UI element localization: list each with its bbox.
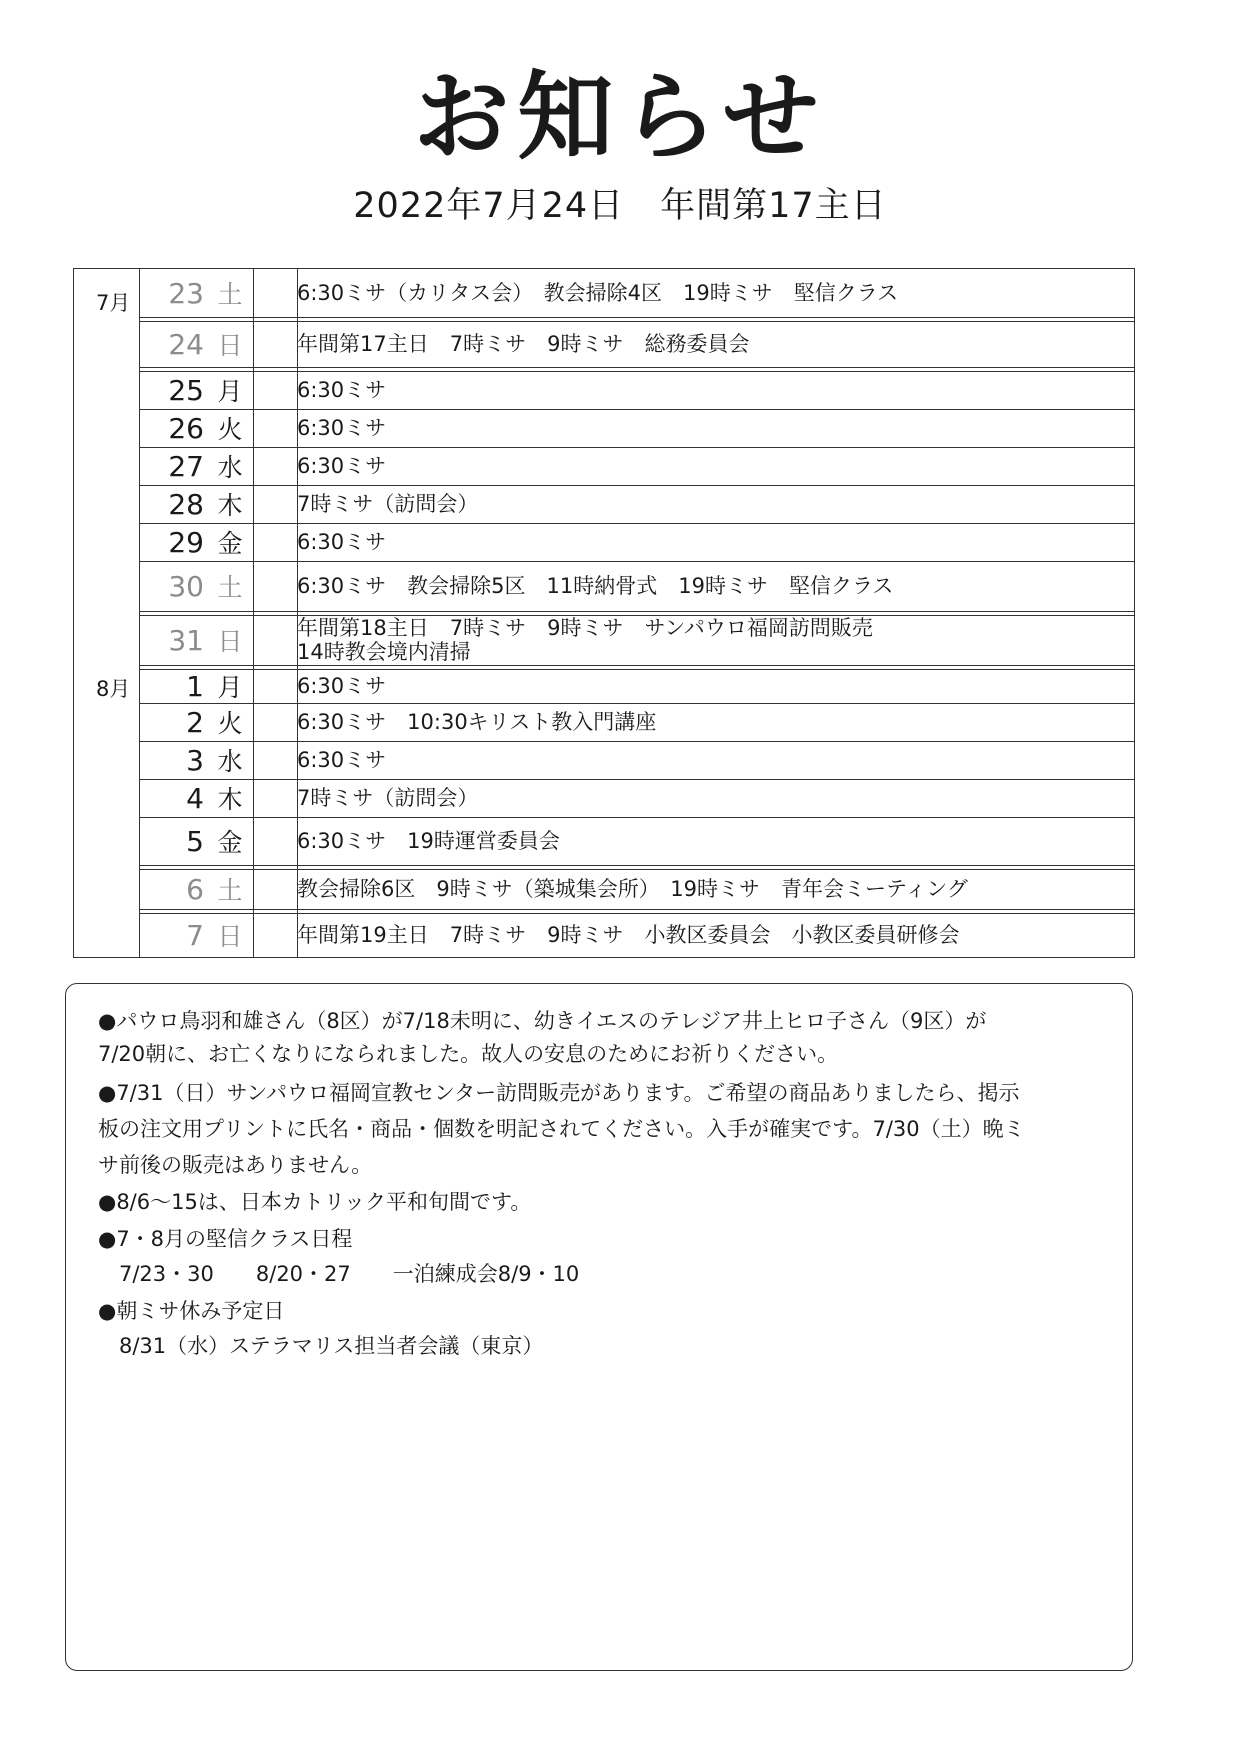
day-number: 24	[168, 327, 204, 361]
schedule-table	[73, 268, 1135, 958]
schedule-row	[139, 447, 1134, 485]
day-number: 23	[168, 276, 204, 310]
event-text: 6:30ミサ	[297, 530, 387, 554]
day-number: 28	[168, 487, 204, 521]
event-text: 6:30ミサ	[297, 748, 387, 772]
event-text: 6:30ミサ	[297, 378, 387, 402]
schedule-row	[139, 869, 1134, 909]
notice-line: ●7・8月の堅信クラス日程	[98, 1227, 353, 1251]
event-text: 6:30ミサ 教会掃除5区 11時納骨式 19時ミサ 堅信クラス	[297, 574, 894, 598]
day-number: 2	[186, 705, 204, 739]
schedule-row	[139, 409, 1134, 447]
notice-line: ●パウロ鳥羽和雄さん（8区）が7/18未明に、幼きイエスのテレジア井上ヒロ子さん（9区）が	[98, 1009, 987, 1033]
weekday: 日	[217, 331, 243, 360]
schedule-row	[139, 321, 1134, 367]
weekday: 水	[217, 453, 243, 482]
weekday: 水	[217, 747, 243, 776]
day-number: 4	[186, 781, 204, 815]
day-number: 31	[168, 623, 204, 657]
event-text: 教会掃除6区 9時ミサ（築城集会所） 19時ミサ 青年会ミーティング	[297, 877, 968, 901]
schedule-row	[139, 817, 1134, 865]
event-text: 7時ミサ（訪問会）	[297, 492, 479, 516]
notice-line: ●7/31（日）サンパウロ福岡宣教センター訪問販売があります。ご希望の商品ありましたら、掲示	[98, 1081, 1020, 1105]
day-number: 25	[168, 373, 204, 407]
event-text: 6:30ミサ	[297, 454, 387, 478]
day-number: 7	[186, 918, 204, 952]
event-text: 年間第18主日 7時ミサ 9時ミサ サンパウロ福岡訪問販売 14時教会境内清掃	[297, 616, 873, 664]
notice-line: ●8/6～15は、日本カトリック平和旬間です。	[98, 1190, 532, 1214]
schedule-row	[139, 561, 1134, 611]
event-text: 6:30ミサ	[297, 674, 387, 698]
weekday: 月	[217, 377, 243, 406]
day-number: 6	[186, 872, 204, 906]
date-subtitle: 2022年7月24日 年間第17主日	[353, 186, 887, 226]
day-number: 30	[168, 569, 204, 603]
notice-line: 7/20朝に、お亡くなりになられました。故人の安息のためにお祈りください。	[98, 1042, 839, 1066]
schedule-row	[139, 741, 1134, 779]
weekday: 金	[217, 828, 243, 857]
day-number: 27	[168, 449, 204, 483]
event-text: 6:30ミサ 19時運営委員会	[297, 829, 560, 853]
weekday: 火	[217, 709, 243, 738]
schedule-row	[139, 669, 1134, 703]
page-title: お知らせ	[413, 61, 827, 173]
weekday: 木	[217, 491, 243, 520]
schedule-row	[139, 615, 1134, 665]
schedule-row	[139, 913, 1134, 957]
weekday: 日	[217, 922, 243, 951]
day-number: 26	[168, 411, 204, 445]
schedule-row	[139, 523, 1134, 561]
event-text: 6:30ミサ 10:30キリスト教入門講座	[297, 710, 657, 734]
weekday: 金	[217, 529, 243, 558]
weekday: 火	[217, 415, 243, 444]
notice-line: 板の注文用プリントに氏名・商品・個数を明記されてください。入手が確実です。7/30（土）晩ミ	[98, 1117, 1025, 1141]
weekday: 土	[217, 280, 243, 309]
schedule-row	[139, 703, 1134, 741]
day-number: 3	[186, 743, 204, 777]
event-text: 年間第19主日 7時ミサ 9時ミサ 小教区委員会 小教区委員研修会	[297, 923, 960, 947]
weekday: 土	[217, 876, 243, 905]
event-text: 6:30ミサ（カリタス会） 教会掃除4区 19時ミサ 堅信クラス	[297, 281, 899, 305]
notice-line: サ前後の販売はありません。	[98, 1153, 373, 1177]
event-text: 7時ミサ（訪問会）	[297, 786, 479, 810]
weekday: 木	[217, 785, 243, 814]
month-label-july: 7月	[96, 291, 131, 315]
event-text: 6:30ミサ	[297, 416, 387, 440]
event-text: 年間第17主日 7時ミサ 9時ミサ 総務委員会	[297, 332, 750, 356]
day-number: 1	[186, 669, 204, 703]
day-number: 29	[168, 525, 204, 559]
schedule-row	[139, 371, 1134, 409]
notice-line: 8/31（水）ステラマリス担当者会議（東京）	[98, 1334, 544, 1358]
notice-box	[65, 983, 1133, 1671]
weekday: 日	[217, 627, 243, 656]
day-number: 5	[186, 824, 204, 858]
weekday: 土	[217, 573, 243, 602]
notice-line: 7/23・30 8/20・27 一泊練成会8/9・10	[98, 1262, 580, 1286]
month-label-august: 8月	[96, 677, 131, 701]
schedule-row	[139, 269, 1134, 317]
weekday: 月	[217, 673, 243, 702]
schedule-row	[139, 779, 1134, 817]
notice-line: ●朝ミサ休み予定日	[98, 1299, 285, 1323]
schedule-row	[139, 485, 1134, 523]
